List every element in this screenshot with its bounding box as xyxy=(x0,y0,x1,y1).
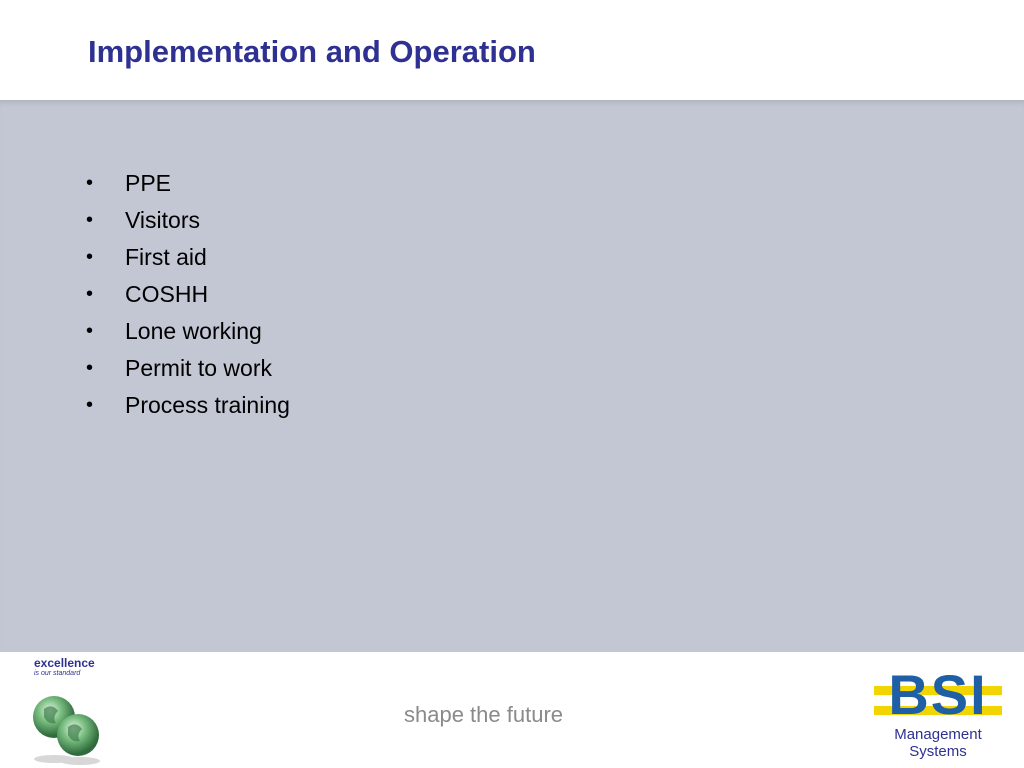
bullet-item xyxy=(86,239,290,276)
bullet-text: First aid xyxy=(125,244,207,270)
bullet-item xyxy=(86,202,290,239)
bullet-text: Process training xyxy=(125,392,290,418)
bullet-icon: • xyxy=(86,172,94,194)
bullet-item xyxy=(86,165,290,202)
bullet-icon: • xyxy=(86,320,94,342)
bullet-item xyxy=(86,387,290,424)
logo-subtitle xyxy=(874,726,1002,760)
bullet-item xyxy=(86,276,290,313)
bullet-text: Visitors xyxy=(125,207,200,233)
bullet-icon: • xyxy=(86,357,94,379)
bullet-text: Permit to work xyxy=(125,355,272,381)
svg-text:BSI: BSI xyxy=(888,664,988,726)
tagline: shape the future xyxy=(404,702,564,727)
bullet-icon: • xyxy=(86,209,94,231)
bullet-icon: • xyxy=(86,394,94,416)
bullet-item xyxy=(86,350,290,387)
excellence-badge xyxy=(30,655,120,767)
excellence-text: excellence xyxy=(34,656,95,670)
logo-line-management: Management xyxy=(894,726,982,743)
bullet-text: Lone working xyxy=(125,318,262,344)
bullet-list xyxy=(86,165,290,424)
bullet-item xyxy=(86,313,290,350)
bullet-icon: • xyxy=(86,246,94,268)
globes-icon xyxy=(30,687,110,765)
standard-text: is our standard xyxy=(34,670,81,677)
bullet-icon: • xyxy=(86,283,94,305)
bullet-text: PPE xyxy=(125,170,172,196)
logo-line-systems: Systems xyxy=(909,743,967,760)
bullet-text: COSHH xyxy=(125,281,209,307)
slide-title: Implementation and Operation xyxy=(88,34,536,69)
